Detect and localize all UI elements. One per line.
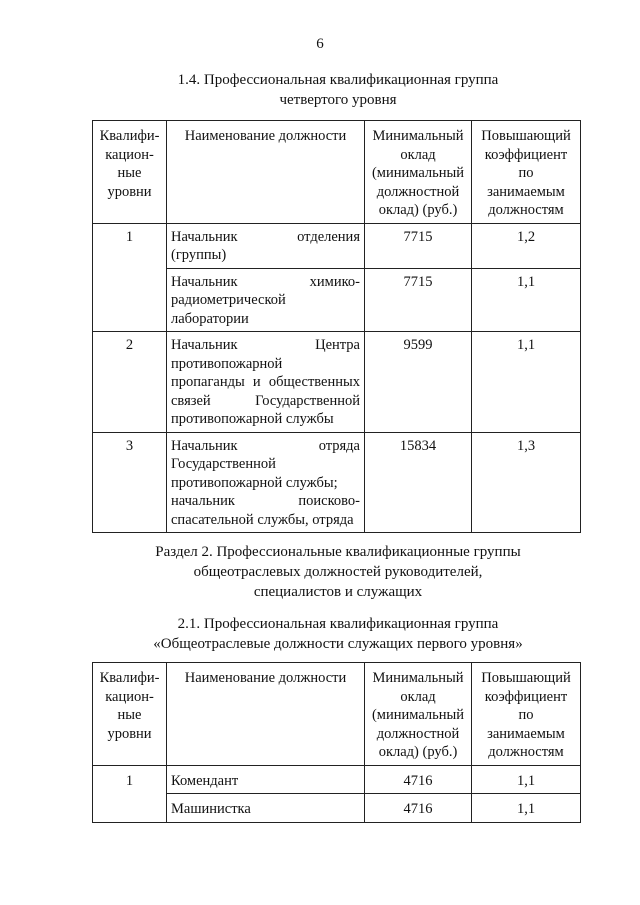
heading-line: 1.4. Профессиональная квалификационная группа — [177, 72, 499, 88]
coefficient: 1,3 — [472, 432, 581, 533]
table-row — [93, 268, 581, 332]
min-salary: 7715 — [365, 268, 472, 332]
heading-line: специалистов и служащих — [253, 584, 423, 600]
section-2-heading — [92, 542, 584, 602]
table-row — [93, 332, 581, 433]
coefficient: 1,1 — [472, 332, 581, 433]
table-row — [93, 223, 581, 268]
heading-line: Раздел 2. Профессиональные квалификационные группы — [155, 544, 521, 560]
position-name: Комендант — [167, 765, 365, 794]
coefficient: 1,1 — [472, 794, 581, 823]
qualification-table-1 — [92, 120, 581, 533]
min-salary: 9599 — [365, 332, 472, 433]
heading-line: четвертого уровня — [279, 92, 397, 108]
min-salary: 7715 — [365, 223, 472, 268]
header-min-salary: Минимальный оклад (минимальный должностной оклад) (руб.) — [365, 121, 472, 224]
position-name: Начальник отряда Государственной противопожарной службы; начальник поисково- спасательной службы, отряда — [167, 432, 365, 533]
position-name: Машинистка — [167, 794, 365, 823]
qualification-table-2 — [92, 662, 581, 823]
coefficient: 1,1 — [472, 765, 581, 794]
heading-line: общеотраслевых должностей руководителей, — [193, 564, 483, 580]
page-number: 6 — [316, 36, 324, 52]
section-2-1-heading — [92, 614, 584, 654]
section-1-4-heading — [92, 70, 584, 110]
table-row — [93, 765, 581, 794]
min-salary: 4716 — [365, 794, 472, 823]
qualification-level: 1 — [93, 765, 167, 822]
table-header-row — [93, 663, 581, 766]
table-header-row — [93, 121, 581, 224]
position-name: Начальник отделения (группы) — [167, 223, 365, 268]
position-name: Начальник Центра противопожарной пропаганды и общественных связей Государственной противопожарной службы — [167, 332, 365, 433]
table-row — [93, 794, 581, 823]
heading-line: 2.1. Профессиональная квалификационная группа — [177, 616, 499, 632]
header-coefficient: Повышающий коэффициент по занимаемым должностям — [472, 121, 581, 224]
header-min-salary: Минимальный оклад (минимальный должностной оклад) (руб.) — [365, 663, 472, 766]
coefficient: 1,2 — [472, 223, 581, 268]
header-position-name: Наименование должности — [167, 663, 365, 766]
header-position-name: Наименование должности — [167, 121, 365, 224]
qualification-level: 2 — [93, 332, 167, 433]
min-salary: 4716 — [365, 765, 472, 794]
coefficient: 1,1 — [472, 268, 581, 332]
heading-line: «Общеотраслевые должности служащих первого уровня» — [153, 636, 523, 652]
min-salary: 15834 — [365, 432, 472, 533]
header-qualification-levels: Квалифи- кацион- ные уровни — [93, 663, 167, 766]
qualification-level: 3 — [93, 432, 167, 533]
qualification-level: 1 — [93, 223, 167, 332]
header-qualification-levels: Квалифи- кацион- ные уровни — [93, 121, 167, 224]
position-name: Начальник химико- радиометрической лаборатории — [167, 268, 365, 332]
table-row — [93, 432, 581, 533]
header-coefficient: Повышающий коэффициент по занимаемым должностям — [472, 663, 581, 766]
